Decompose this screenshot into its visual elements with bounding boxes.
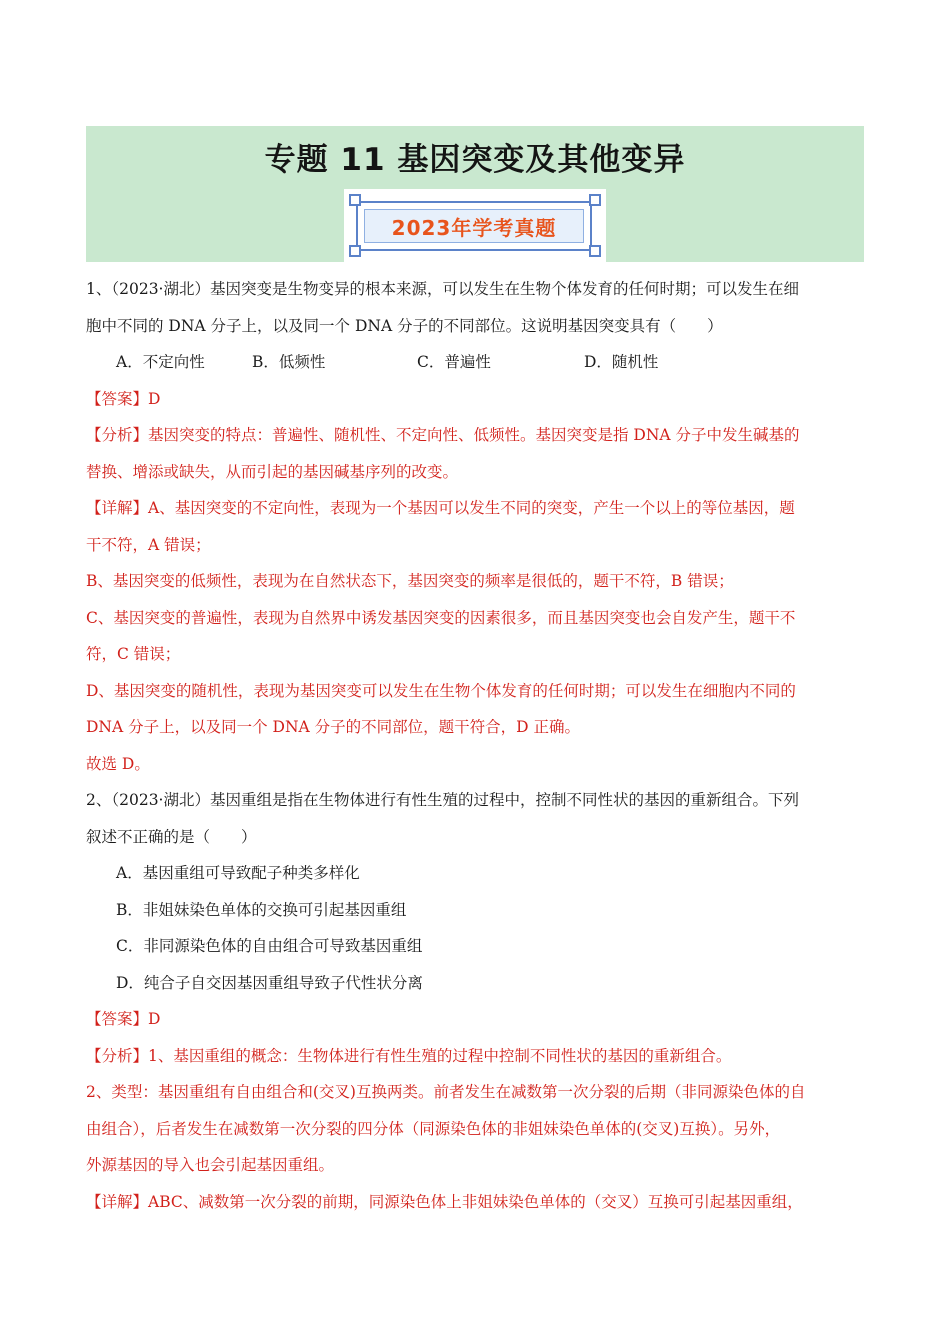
- badge-inner: [364, 209, 584, 243]
- question-2-option-c: C．非同源染色体的自由组合可导致基因重组: [116, 937, 423, 955]
- section-badge: [344, 189, 606, 262]
- question-2-stem: 2、（2023·湖北）基因重组是指在生物体进行有性生殖的过程中，控制不同性状的基因的重新组合。下列: [86, 791, 799, 809]
- question-1-analysis: 【分析】基因突变的特点：普遍性、随机性、不定向性、低频性。基因突变是指 DNA 分子中发生碱基的: [86, 426, 800, 444]
- title-banner: [86, 126, 864, 262]
- document-body: [86, 271, 864, 1220]
- option-a: A．不定向性: [116, 353, 205, 371]
- question-1-stem-cont: 胞中不同的 DNA 分子上，以及同一个 DNA 分子的不同部位。这说明基因突变具有（ ）: [86, 316, 723, 335]
- question-1-analysis-cont: 替换、增添或缺失，从而引起的基因碱基序列的改变。: [86, 462, 459, 481]
- badge-label: 2023年学考真题: [391, 215, 557, 240]
- corner-ornament-icon: [589, 245, 601, 257]
- question-2-analysis-types-cont: 由组合），后者发生在减数第一次分裂的四分体（同源染色体的非姐妹染色单体的(交叉)互换）。另外，: [86, 1119, 781, 1138]
- question-2-analysis-types: 2、类型：基因重组有自由组合和(交叉)互换两类。前者发生在减数第一次分裂的后期（非同源染色体的自: [86, 1083, 806, 1101]
- question-2-analysis: 【分析】1、基因重组的概念：生物体进行有性生殖的过程中控制不同性状的基因的重新组合。: [86, 1046, 732, 1065]
- option-c: C．普遍性: [417, 353, 491, 371]
- corner-ornament-icon: [349, 194, 361, 206]
- question-1-detail-d: D、基因突变的随机性，表现为基因突变可以发生在生物个体发育的任何时期；可以发生在细胞内不同的: [86, 681, 796, 700]
- corner-ornament-icon: [589, 194, 601, 206]
- question-1-stem: 1、（2023·湖北）基因突变是生物变异的根本来源，可以发生在生物个体发育的任何时期；可以发生在细: [86, 280, 799, 298]
- question-2-option-d: D．纯合子自交因基因重组导致子代性状分离: [116, 973, 423, 992]
- question-1-detail-d-cont: DNA 分子上，以及同一个 DNA 分子的不同部位，题干符合，D 正确。: [86, 718, 581, 736]
- question-1-detail-c: C、基因突变的普遍性，表现为自然界中诱发基因突变的因素很多，而且基因突变也会自发产生，题干不: [86, 608, 796, 627]
- page-title: 专题 11 基因突变及其他变异: [264, 142, 686, 178]
- question-1-options: [86, 344, 864, 381]
- question-1-detail-b: B、基因突变的低频性，表现为在自然状态下，基因突变的频率是很低的，题干不符，B 错误；: [86, 572, 734, 590]
- question-1-detail-cont: 干不符，A 错误；: [86, 535, 211, 554]
- question-2-option-a: A．基因重组可导致配子种类多样化: [116, 864, 360, 882]
- option-d: D．随机性: [584, 353, 659, 371]
- corner-ornament-icon: [349, 245, 361, 257]
- question-1-detail: 【详解】A、基因突变的不定向性，表现为一个基因可以发生不同的突变，产生一个以上的等位基因，题: [86, 499, 795, 517]
- option-b: B．低频性: [252, 353, 326, 371]
- question-1-answer: 【答案】D: [86, 389, 161, 408]
- badge-frame: [356, 201, 592, 251]
- question-2-analysis-types-end: 外源基因的导入也会引起基因重组。: [86, 1156, 335, 1174]
- question-2-answer: 【答案】D: [86, 1010, 161, 1028]
- question-1-conclusion: 故选 D。: [86, 754, 150, 773]
- question-2-stem-cont: 叙述不正确的是（ ）: [86, 827, 257, 846]
- question-1-detail-c-cont: 符，C 错误；: [86, 645, 181, 663]
- question-2-detail: 【详解】ABC、减数第一次分裂的前期，同源染色体上非姐妹染色单体的（交叉）互换可引起基因重组，: [86, 1192, 803, 1211]
- question-2-option-b: B．非姐妹染色单体的交换可引起基因重组: [116, 900, 407, 919]
